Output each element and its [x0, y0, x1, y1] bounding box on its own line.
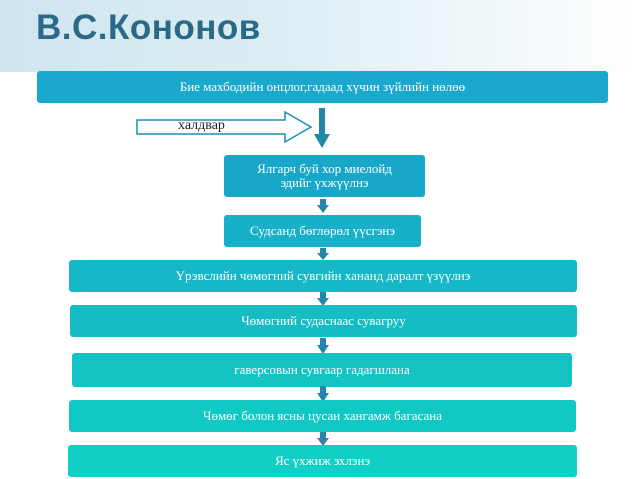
down-arrow-icon — [314, 108, 330, 148]
down-arrow-icon — [317, 432, 329, 446]
step-label: гаверсовын сувгаар гадагшлана — [234, 362, 410, 377]
step-body-factors — [37, 71, 608, 103]
step-bone-necrosis — [68, 445, 577, 477]
infection-arrow — [135, 110, 315, 144]
step-label: Чөмөгний судаснаас сувагруу — [241, 313, 406, 328]
step-label: Бие махбодийн онцлог,гадаад хүчин зүйлийн нөлөө — [179, 79, 466, 94]
infection-label: халдвар — [178, 118, 225, 133]
step-label: Чөмөг болон ясны цусан хангамж багасана — [203, 408, 442, 423]
step-label-line2: эдийг үхжүүлнэ — [280, 175, 369, 190]
step-inflammation-pressure — [69, 260, 577, 292]
step-haversian-exit — [72, 353, 572, 387]
step-label-line1: Ялгарч буй хор миелойд — [257, 161, 392, 176]
down-arrow-icon — [317, 338, 329, 354]
down-arrow-icon — [317, 292, 329, 306]
step-toxin-necrosis — [224, 155, 425, 197]
down-arrow-icon — [317, 199, 329, 213]
step-blood-supply-reduced — [69, 400, 576, 432]
step-label: Судсанд бөглөрөл үүсгэнэ — [250, 223, 395, 238]
step-vessel-blockage — [224, 215, 421, 247]
page-title: В.С.Кононов — [36, 8, 261, 47]
step-label: Яс үхжиж эхлэнэ — [274, 453, 371, 468]
step-marrow-to-canal — [70, 305, 577, 337]
step-label: Үрэвслийн чөмөгний сувгийн хананд даралт үзүүлнэ — [175, 268, 471, 283]
down-arrow-icon — [317, 248, 329, 260]
